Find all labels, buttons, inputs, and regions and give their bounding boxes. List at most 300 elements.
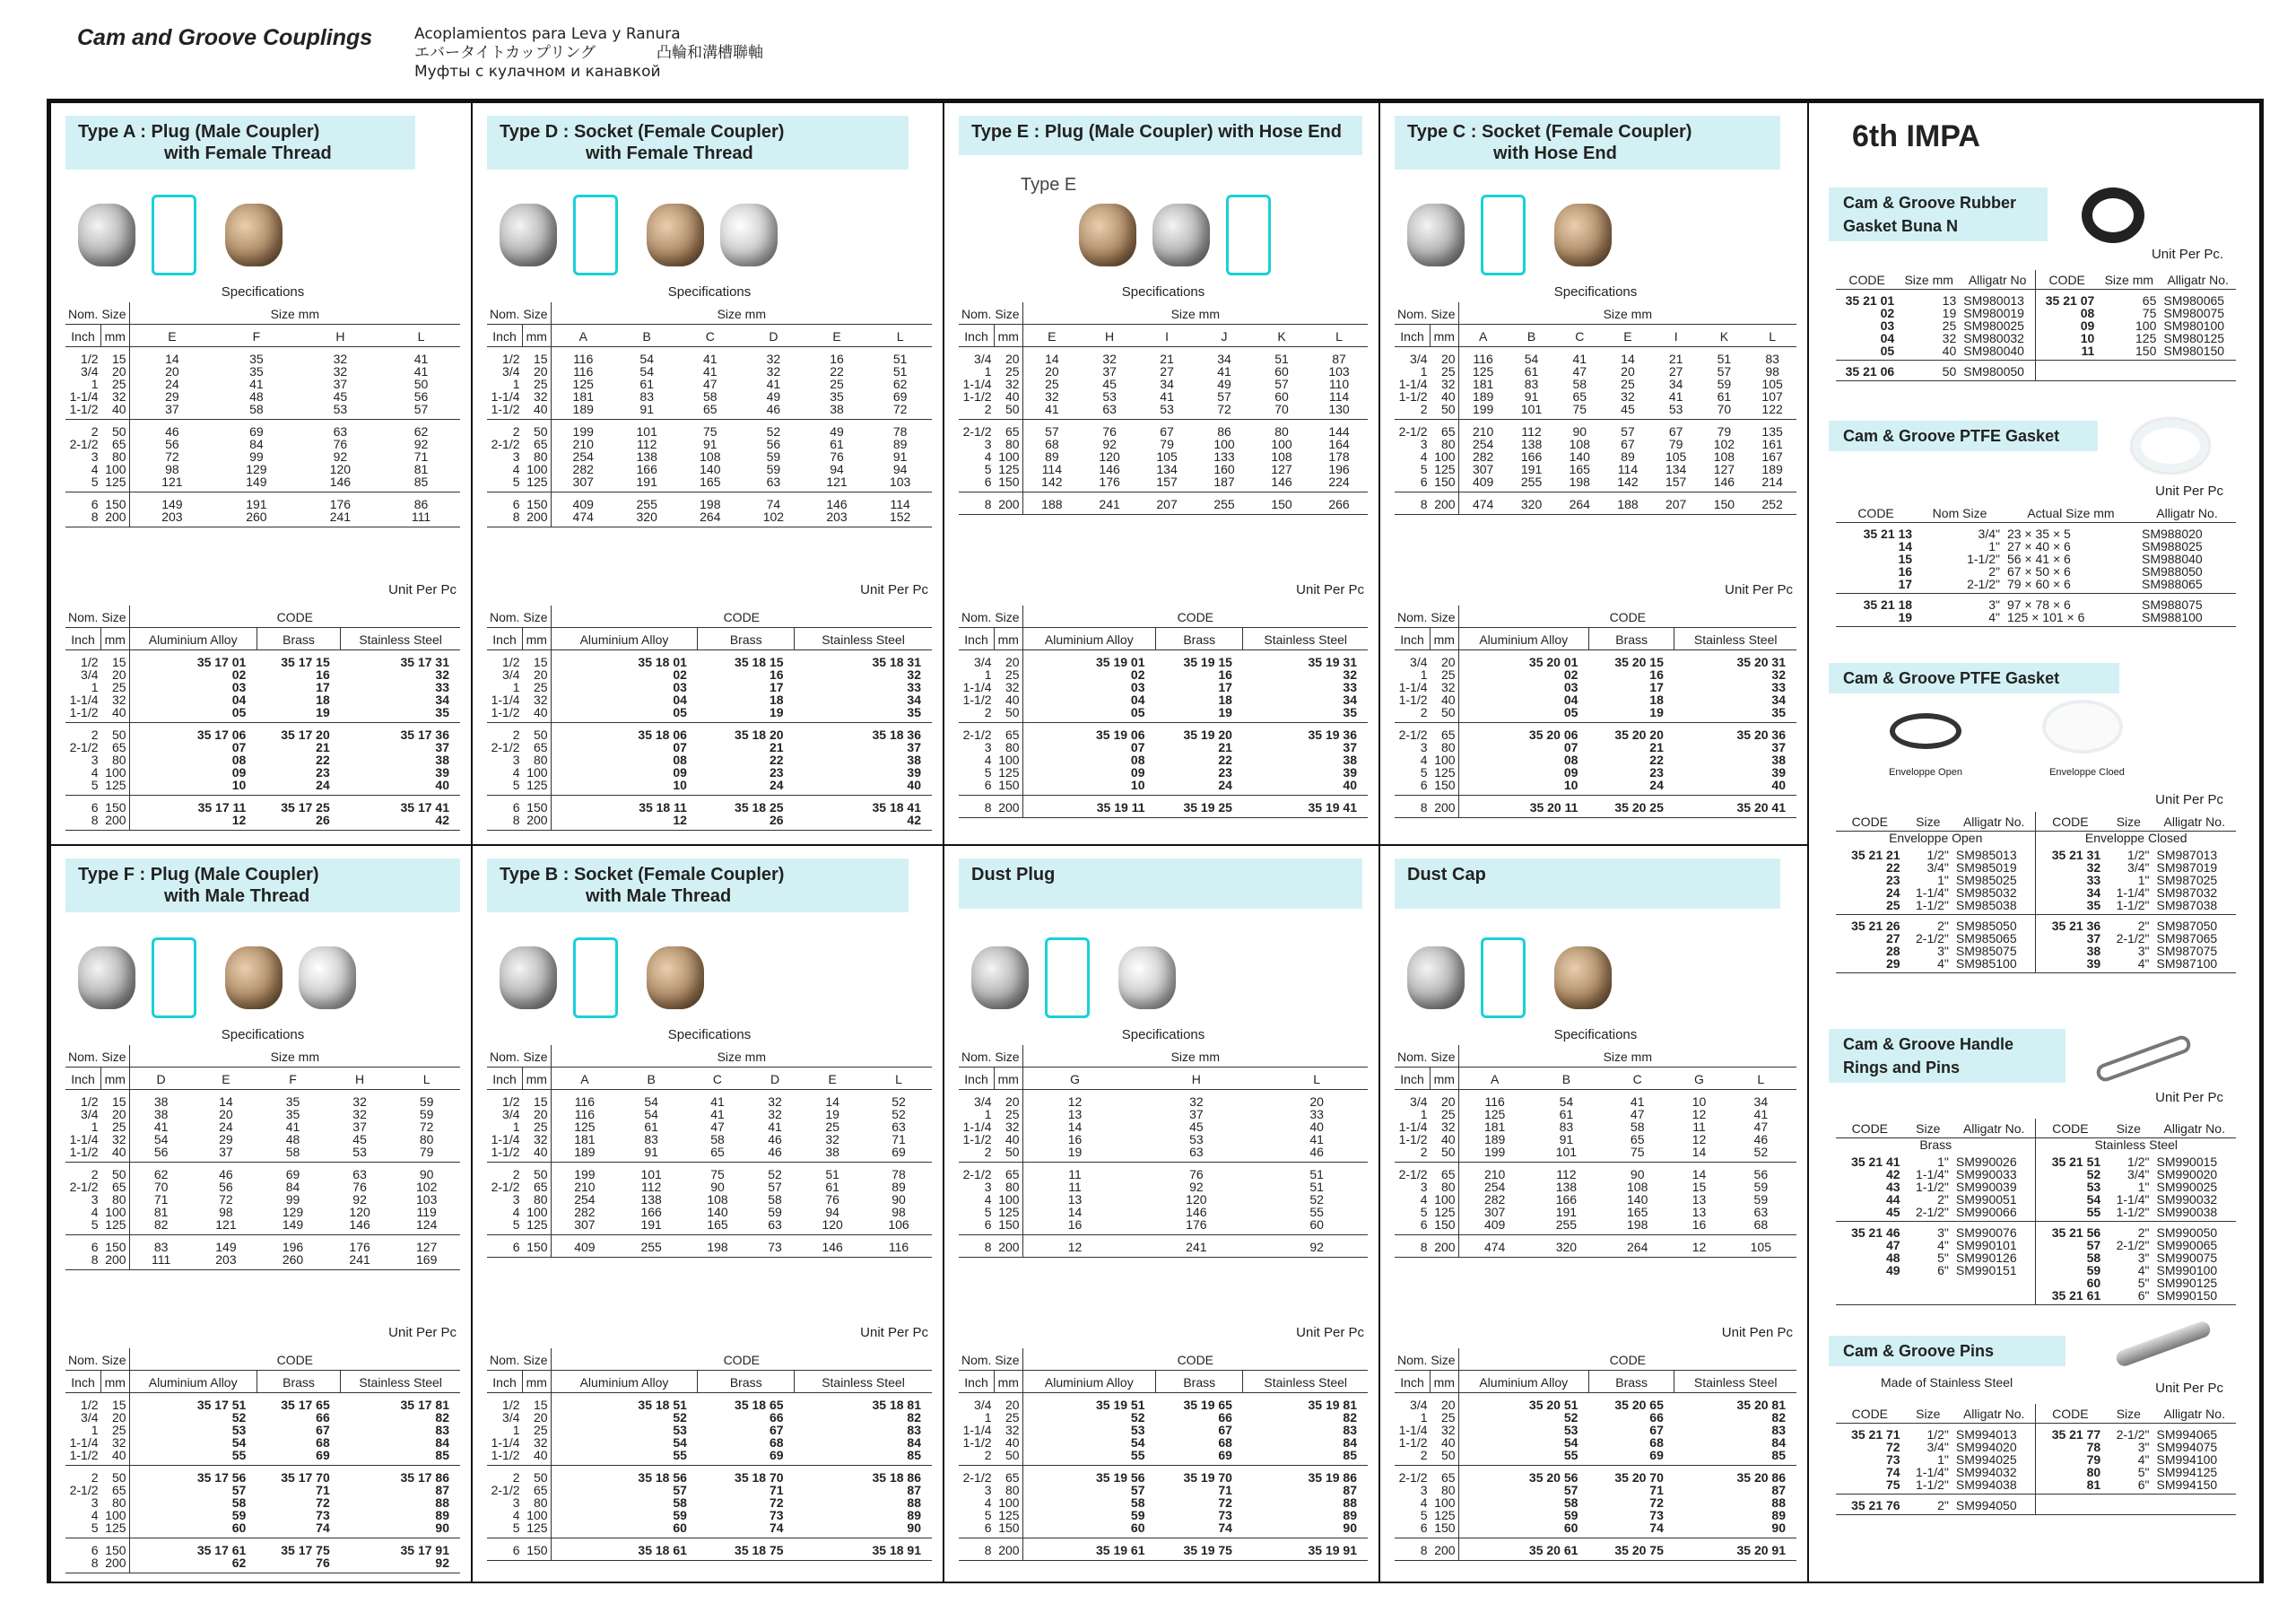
code-cell: 35 18 15 xyxy=(735,655,784,669)
table-cell: 28 xyxy=(1886,944,1900,958)
code-subheader-row xyxy=(959,628,1368,650)
dim-cell: 112 xyxy=(1521,424,1542,439)
spec-header-row xyxy=(959,302,1368,325)
spec-header-row xyxy=(65,1045,460,1068)
material-header: Stainless Steel xyxy=(1243,1371,1368,1393)
table-cell: 1-1/2" xyxy=(2104,1206,2152,1222)
code-header-row xyxy=(65,1348,460,1371)
mm-cell: 100 xyxy=(523,463,552,475)
panel-title-line2: with Hose End xyxy=(1493,144,1617,163)
spec-header-row xyxy=(1395,1045,1796,1068)
mm-cell: 25 xyxy=(523,1120,552,1133)
dim-cell: 134 xyxy=(1665,462,1687,476)
dim-header: D xyxy=(129,1068,193,1090)
mm-cell: 100 xyxy=(995,1193,1023,1206)
dim-cell: 56 xyxy=(165,437,179,451)
dim-cell: 110 xyxy=(1328,377,1350,391)
spec-subheader-row xyxy=(487,325,932,347)
inch-cell: 2-1/2 xyxy=(69,437,99,451)
dim-cell: 14 xyxy=(219,1094,233,1109)
dim-cell: 50 xyxy=(413,377,429,391)
dim-cell: 255 xyxy=(618,1235,684,1258)
dim-cell: 120 xyxy=(1186,1192,1207,1207)
dim-cell: 176 xyxy=(1126,1218,1265,1235)
material-header: Brass xyxy=(1156,1371,1243,1393)
code-row xyxy=(487,1538,932,1561)
table-cell: SM987100 xyxy=(2152,957,2236,973)
inch-cell: 6 xyxy=(487,1538,523,1561)
dim-cell: 127 xyxy=(416,1240,438,1254)
table-cell: 23 × 35 × 5 xyxy=(2006,527,2071,541)
code-header: CODE xyxy=(551,606,932,628)
table-cell: 10 xyxy=(2036,332,2099,344)
dim-cell: 105 xyxy=(1761,377,1783,391)
spec-row xyxy=(1395,1090,1796,1109)
inch-cell: 3/4 xyxy=(974,655,992,669)
mm-cell: 40 xyxy=(523,1146,552,1163)
spec-row xyxy=(65,510,460,527)
dim-cell: 165 xyxy=(684,1218,751,1235)
mm-cell: 25 xyxy=(1431,668,1459,681)
inch-cell: 8 xyxy=(487,814,523,831)
dim-cell: 59 xyxy=(419,1107,434,1121)
mm-cell: 50 xyxy=(995,403,1023,420)
inch-cell: 2 xyxy=(91,1470,99,1485)
dim-cell: 46 xyxy=(165,424,179,439)
inch-cell: 3 xyxy=(984,437,992,451)
code-cell: 72 xyxy=(316,1495,330,1510)
spec-row xyxy=(487,450,932,463)
dim-cell: 133 xyxy=(1213,449,1235,464)
spec-subheader-row xyxy=(65,1068,460,1090)
table-cell: 35 21 51 xyxy=(2036,1151,2104,1168)
code-cell: 53 xyxy=(673,1423,687,1437)
mm-cell: 40 xyxy=(101,706,130,723)
inch-cell: 2 xyxy=(1395,403,1431,420)
table-cell: 35 21 13 xyxy=(1863,527,1913,541)
inch-cell: 2-1/2 xyxy=(962,1167,992,1181)
nom-size-header: Nom. Size xyxy=(487,302,551,325)
code-cell: 90 xyxy=(341,1521,460,1538)
dim-cell: 51 xyxy=(1309,1167,1324,1181)
mm-cell: 200 xyxy=(101,1556,130,1573)
dim-header: B xyxy=(615,325,679,347)
spec-row xyxy=(487,1181,932,1193)
dim-cell: 41 xyxy=(703,364,718,379)
dim-cell: 11 xyxy=(1068,1167,1082,1181)
code-cell: 07 xyxy=(231,740,247,754)
dim-cell: 157 xyxy=(1138,475,1196,492)
inch-header: Inch xyxy=(65,628,101,650)
dim-cell: 409 xyxy=(1458,1218,1531,1235)
dim-header: B xyxy=(1508,325,1556,347)
table-cell: 47 xyxy=(1886,1238,1900,1252)
table-cell xyxy=(2160,361,2236,381)
dim-cell: 320 xyxy=(615,510,679,527)
page-header xyxy=(0,0,2296,94)
code-cell: 83 xyxy=(907,1423,921,1437)
mm-cell: 15 xyxy=(523,650,552,669)
dim-cell: 41 xyxy=(285,1120,300,1134)
dim-cell: 307 xyxy=(551,475,615,492)
dim-cell: 282 xyxy=(574,1205,596,1219)
specifications-caption: Specifications xyxy=(221,1027,305,1042)
code-row xyxy=(487,779,932,796)
dim-cell: 210 xyxy=(572,437,594,451)
column-header: CODE xyxy=(2036,812,2104,832)
inch-cell: 3/4 xyxy=(1410,655,1428,669)
table-cell: SM990076 xyxy=(1955,1225,2017,1240)
specifications-caption: Specifications xyxy=(667,1027,752,1042)
rubber-gasket-table xyxy=(1836,270,2236,381)
spec-row xyxy=(65,390,460,403)
specifications-caption: Specifications xyxy=(667,284,752,300)
mm-cell: 50 xyxy=(995,1146,1023,1163)
inch-cell: 6 xyxy=(487,1235,523,1258)
dim-cell: 11 xyxy=(1068,1180,1082,1194)
dim-cell: 76 xyxy=(825,1192,839,1207)
table-cell: SM980075 xyxy=(2163,306,2225,320)
code-table xyxy=(65,1348,460,1573)
dim-cell: 16 xyxy=(1067,1132,1083,1146)
dim-cell: 181 xyxy=(572,389,594,404)
mm-cell: 65 xyxy=(101,741,130,754)
mm-cell: 25 xyxy=(523,378,552,390)
inch-cell: 1-1/2 xyxy=(1398,389,1428,404)
inch-cell: 8 xyxy=(65,510,101,527)
dim-cell: 70 xyxy=(1700,403,1749,420)
table-cell: 25 xyxy=(1942,318,1957,333)
envelope-open-icon xyxy=(1890,713,1961,749)
rubber-gasket-tag xyxy=(1829,187,2048,241)
table-row xyxy=(1836,307,2236,319)
code-row xyxy=(1395,723,1796,742)
dim-cell: 68 xyxy=(1726,1218,1796,1235)
mm-header: mm xyxy=(995,628,1023,650)
spec-row xyxy=(1395,420,1796,439)
code-cell: 21 xyxy=(1218,740,1232,754)
code-header: CODE xyxy=(1458,606,1796,628)
product-photo xyxy=(1554,204,1612,266)
spec-table xyxy=(959,302,1368,515)
inch-cell: 3/4 xyxy=(974,1094,992,1109)
code-cell: 35 18 86 xyxy=(872,1470,921,1485)
code-cell: 35 20 75 xyxy=(1588,1538,1674,1561)
table-cell: SM990151 xyxy=(1955,1263,2017,1277)
table-cell: 35 21 31 xyxy=(2036,844,2104,861)
code-row xyxy=(959,1466,1368,1485)
mm-cell: 100 xyxy=(101,1509,130,1521)
panel-title xyxy=(65,858,460,912)
table-cell xyxy=(1952,1277,2036,1289)
product-photos xyxy=(971,928,1294,1027)
table-row xyxy=(1836,1424,2236,1442)
code-cell: 87 xyxy=(1771,1483,1786,1497)
dim-cell: 112 xyxy=(637,437,657,451)
dim-cell: 71 xyxy=(413,449,429,464)
dim-cell: 35 xyxy=(285,1107,300,1121)
dim-cell: 165 xyxy=(1569,462,1590,476)
code-cell: 22 xyxy=(1218,753,1232,767)
table-cell: 43 xyxy=(1886,1180,1900,1194)
spec-row xyxy=(487,1193,932,1206)
inch-cell: 3 xyxy=(512,1192,520,1207)
inch-cell: 1-1/2 xyxy=(487,706,523,723)
product-photos xyxy=(78,928,401,1027)
spec-subheader-row xyxy=(959,325,1368,347)
inch-cell: 1 xyxy=(91,680,99,694)
code-cell: 35 19 56 xyxy=(1096,1470,1145,1485)
code-row xyxy=(959,754,1368,766)
column-header: CODE xyxy=(2036,1404,2104,1424)
mm-cell: 50 xyxy=(1431,1449,1459,1466)
product-photo xyxy=(647,946,704,1009)
table-row xyxy=(1836,1453,2236,1466)
mm-cell: 65 xyxy=(523,1484,552,1496)
panel-title-line2: with Male Thread xyxy=(586,886,732,906)
code-row xyxy=(65,741,460,754)
material-header: Stainless Steel xyxy=(1243,628,1368,650)
mm-cell: 200 xyxy=(1431,796,1459,818)
inch-cell: 3 xyxy=(512,1495,520,1510)
dim-cell: 105 xyxy=(1665,449,1687,464)
spec-row xyxy=(65,1235,460,1254)
mm-cell: 100 xyxy=(1431,1193,1459,1206)
table-cell: SM987013 xyxy=(2156,848,2218,862)
dim-header: I xyxy=(1652,325,1700,347)
dim-cell: 149 xyxy=(214,475,298,492)
mm-cell: 125 xyxy=(523,1521,552,1538)
spec-row xyxy=(65,1108,460,1120)
dim-cell: 196 xyxy=(282,1240,304,1254)
dim-cell: 56 xyxy=(766,437,781,451)
nom-size-header: Nom. Size xyxy=(65,606,129,628)
inch-cell: 1/2 xyxy=(81,655,99,669)
inch-cell: 1-1/4 xyxy=(1398,680,1428,694)
inch-cell: 4 xyxy=(984,1192,992,1207)
mm-cell: 32 xyxy=(523,390,552,403)
table-cell: 2" xyxy=(1988,564,2000,579)
table-cell: 1-1/4" xyxy=(2116,885,2150,900)
mm-cell: 150 xyxy=(995,779,1023,796)
ptfe-gasket-tag xyxy=(1829,421,2098,451)
dim-cell: 127 xyxy=(1271,462,1292,476)
inch-cell: 2 xyxy=(512,424,520,439)
dim-cell: 198 xyxy=(684,1235,751,1258)
dim-cell: 19 xyxy=(825,1107,839,1121)
code-cell: 32 xyxy=(907,667,921,682)
dim-cell: 13 xyxy=(1692,1192,1707,1207)
table-cell: SM990033 xyxy=(1955,1167,2017,1181)
inch-header: Inch xyxy=(959,1068,995,1090)
dim-cell: 166 xyxy=(636,462,657,476)
mm-cell: 100 xyxy=(523,1206,552,1218)
dim-cell: 41 xyxy=(413,364,429,379)
table-cell: 35 21 18 xyxy=(1863,597,1913,612)
dim-cell: 138 xyxy=(636,449,657,464)
spec-row xyxy=(959,438,1368,450)
dim-header: E xyxy=(799,1068,865,1090)
dim-cell: 86 xyxy=(1217,424,1231,439)
table-cell xyxy=(1904,1277,1952,1289)
dim-cell: 20 xyxy=(219,1107,233,1121)
dim-cell: 108 xyxy=(1713,449,1735,464)
code-cell: 54 xyxy=(1563,1435,1578,1450)
dim-cell: 12 xyxy=(1067,1094,1083,1109)
mm-cell: 80 xyxy=(101,1193,130,1206)
dim-cell: 164 xyxy=(1328,437,1350,451)
nom-size-header: Nom. Size xyxy=(959,1045,1022,1068)
dim-cell: 55 xyxy=(1309,1205,1324,1219)
table-cell: 55 xyxy=(2036,1206,2104,1222)
table-cell: 35 xyxy=(2036,899,2104,915)
material-header: Aluminium Alloy xyxy=(1022,628,1155,650)
spec-row xyxy=(959,1133,1368,1146)
code-row xyxy=(959,1424,1368,1436)
code-row xyxy=(1395,796,1796,818)
mm-cell: 80 xyxy=(1431,1484,1459,1496)
dim-cell: 34 xyxy=(1160,377,1174,391)
mm-cell: 100 xyxy=(1431,450,1459,463)
dim-cell: 14 xyxy=(1067,1120,1083,1134)
size-mm-header: Size mm xyxy=(1022,302,1368,325)
dim-cell: 51 xyxy=(825,1167,839,1181)
dim-cell: 32 xyxy=(766,364,781,379)
spec-row xyxy=(65,347,460,366)
code-row xyxy=(65,1393,460,1412)
inch-cell: 1 xyxy=(91,377,99,391)
panel-type-b xyxy=(471,844,944,1583)
code-cell: 85 xyxy=(341,1449,460,1466)
inch-cell: 5 xyxy=(65,475,101,492)
dim-cell: 14 xyxy=(1692,1167,1707,1181)
dim-cell: 11 xyxy=(1692,1120,1706,1134)
dim-cell: 105 xyxy=(1156,449,1178,464)
code-row xyxy=(65,814,460,831)
dim-cell: 70 xyxy=(1253,403,1310,420)
code-cell: 16 xyxy=(1649,667,1664,682)
spec-header-row xyxy=(65,302,460,325)
code-cell: 35 18 11 xyxy=(639,800,687,815)
code-cell: 73 xyxy=(1649,1508,1664,1522)
code-cell: 87 xyxy=(435,1483,449,1497)
inch-cell: 6 xyxy=(91,1543,99,1557)
code-cell: 04 xyxy=(1563,693,1578,707)
dim-cell: 38 xyxy=(153,1107,169,1121)
code-cell: 35 20 56 xyxy=(1528,1470,1578,1485)
inch-cell: 8 xyxy=(959,796,995,818)
table-cell: 5" xyxy=(2137,1465,2150,1479)
spec-row xyxy=(1395,403,1796,420)
code-cell: 05 xyxy=(1458,706,1588,723)
table-cell: SM985038 xyxy=(1952,899,2036,915)
code-cell: 52 xyxy=(1130,1410,1145,1425)
spec-row xyxy=(487,1206,932,1218)
dim-cell: 176 xyxy=(1081,475,1138,492)
dim-cell: 45 xyxy=(1189,1120,1204,1134)
dim-cell: 59 xyxy=(768,1205,782,1219)
code-cell: 42 xyxy=(795,814,932,831)
table-cell: SM985019 xyxy=(1955,860,2017,875)
inch-header: Inch xyxy=(487,1068,523,1090)
table-cell: 2-1/2" xyxy=(1916,578,2004,594)
dim-cell: 56 xyxy=(413,389,429,404)
dim-cell: 61 xyxy=(825,1180,839,1194)
dim-cell: 46 xyxy=(742,403,805,420)
mm-cell: 20 xyxy=(523,1411,552,1424)
panel-type-dc xyxy=(1378,844,1809,1583)
product-photo xyxy=(971,946,1029,1009)
inch-cell: 5 xyxy=(487,1218,523,1235)
mm-cell: 65 xyxy=(1431,723,1459,742)
code-cell: 35 19 51 xyxy=(1096,1398,1145,1412)
dim-cell: 199 xyxy=(572,424,594,439)
dim-cell: 58 xyxy=(710,1132,725,1146)
dim-header: C xyxy=(679,325,743,347)
dim-cell: 57 xyxy=(1217,389,1231,404)
mm-cell: 100 xyxy=(1431,754,1459,766)
unit-per-pc-label: Unit Per Pc xyxy=(860,582,928,597)
mm-cell: 150 xyxy=(101,796,130,815)
code-cell: 35 xyxy=(341,706,460,723)
dim-cell: 79 xyxy=(393,1146,460,1163)
dim-cell: 103 xyxy=(1328,364,1350,379)
code-cell: 35 17 11 xyxy=(197,800,247,815)
dimension-drawing xyxy=(1226,195,1271,275)
dim-cell: 56 xyxy=(129,1146,193,1163)
inch-cell: 5 xyxy=(984,1205,992,1219)
table-cell: SM990051 xyxy=(1955,1192,2017,1207)
code-cell: 35 20 01 xyxy=(1528,655,1578,669)
inch-cell: 5 xyxy=(487,1521,523,1538)
mm-header: mm xyxy=(523,1068,552,1090)
spec-row xyxy=(1395,1108,1796,1120)
dim-cell: 198 xyxy=(1555,475,1604,492)
mm-cell: 200 xyxy=(995,492,1023,515)
code-cell: 10 xyxy=(1458,779,1588,796)
table-cell: SM980019 xyxy=(1963,306,2024,320)
code-cell: 08 xyxy=(1563,753,1578,767)
code-row xyxy=(959,741,1368,754)
inch-cell: 2 xyxy=(1395,706,1431,723)
mm-cell: 40 xyxy=(101,1146,130,1163)
code-row xyxy=(487,723,932,742)
panel-type-d xyxy=(471,101,944,846)
mm-cell: 100 xyxy=(995,754,1023,766)
dim-cell: 120 xyxy=(329,462,352,476)
dim-cell: 124 xyxy=(393,1218,460,1235)
inch-cell: 2 xyxy=(959,706,995,723)
table-cell: 32 xyxy=(1942,331,1957,345)
table-cell: 1/2" xyxy=(2127,848,2150,862)
ptfe-gasket-tag-line1: Cam & Groove PTFE Gasket xyxy=(1843,427,2060,445)
dim-cell: 254 xyxy=(572,449,594,464)
table-cell xyxy=(2152,1495,2236,1515)
dim-cell: 32 xyxy=(1045,389,1059,404)
dim-cell: 146 xyxy=(1099,462,1120,476)
mm-header: mm xyxy=(101,1068,130,1090)
spec-row xyxy=(65,1133,460,1146)
spec-row xyxy=(65,1146,460,1163)
dim-header: A xyxy=(551,1068,618,1090)
product-photo xyxy=(225,204,283,266)
dim-cell: 191 xyxy=(1555,1205,1578,1219)
dim-cell: 52 xyxy=(1726,1146,1796,1163)
material-header: Brass xyxy=(1588,628,1674,650)
code-cell: 35 19 81 xyxy=(1308,1398,1357,1412)
code-cell: 37 xyxy=(907,740,921,754)
dim-cell: 191 xyxy=(615,475,679,492)
